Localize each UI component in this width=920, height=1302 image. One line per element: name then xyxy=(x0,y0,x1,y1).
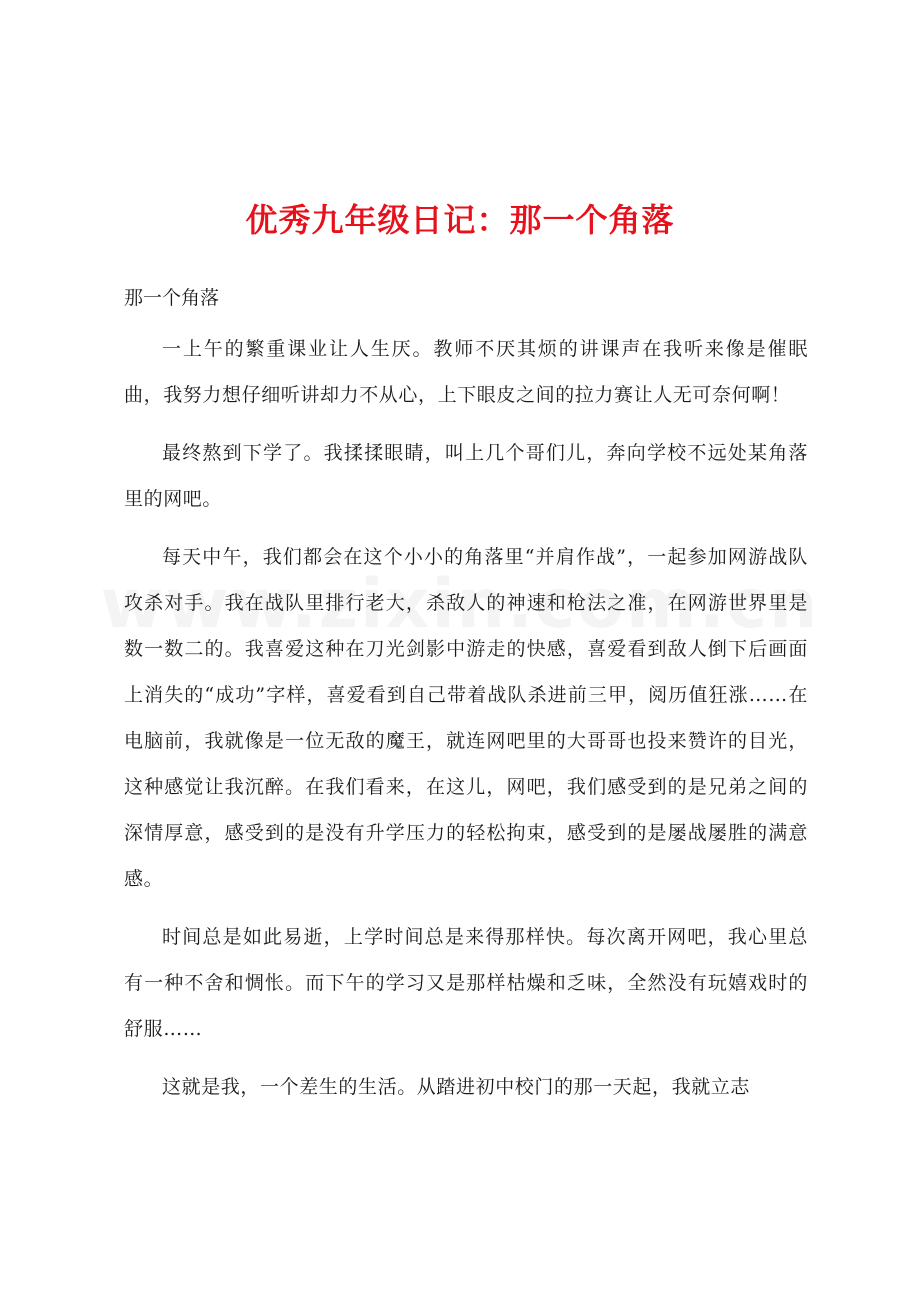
paragraph-2: 最终熬到下学了。我揉揉眼睛，叫上几个哥们儿，奔向学校不远处某角落里的网吧。 xyxy=(124,442,808,510)
paragraph-5: 这就是我，一个差生的生活。从踏进初中校门的那一天起，我就立志 xyxy=(162,1076,751,1098)
paragraph-4: 时间总是如此易逝，上学时间总是来得那样快。每次离开网吧，我心里总有一种不舍和惆怅。而下午的学习又是那样枯燥和乏味，全然没有玩嬉戏时的舒服…… xyxy=(124,926,808,1040)
article-body xyxy=(124,326,808,1122)
paragraph-3: 每天中午，我们都会在这个小小的角落里“并肩作战”，一起参加网游战队攻杀对手。我在战队里排行老大，杀敌人的神速和枪法之准，在网游世界里是数一数二的。我喜爱这种在刀光剑影中游走的快感，喜爱看到敌人倒下后画面上消失的“成功”字样，喜爱看到自己带着战队杀进前三甲，阅历值狂涨……在电脑前，我就像是一位无敌的魔王，就连网吧里的大哥哥也投来赞许的目光，这种感觉让我沉醉。在我们看来，在这儿，网吧，我们感受到的是兄弟之间的深情厚意，感受到的是没有升学压力的轻松拘束，感受到的是屡战屡胜的满意感。 xyxy=(124,546,808,890)
article-subtitle: 那一个角落 xyxy=(124,287,220,309)
paragraph-1: 一上午的繁重课业让人生厌。教师不厌其烦的讲课声在我听来像是催眠曲，我努力想仔细听讲却力不从心，上下眼皮之间的拉力赛让人无可奈何啊！ xyxy=(124,338,808,406)
page-title: 优秀九年级日记：那一个角落 xyxy=(245,201,675,239)
